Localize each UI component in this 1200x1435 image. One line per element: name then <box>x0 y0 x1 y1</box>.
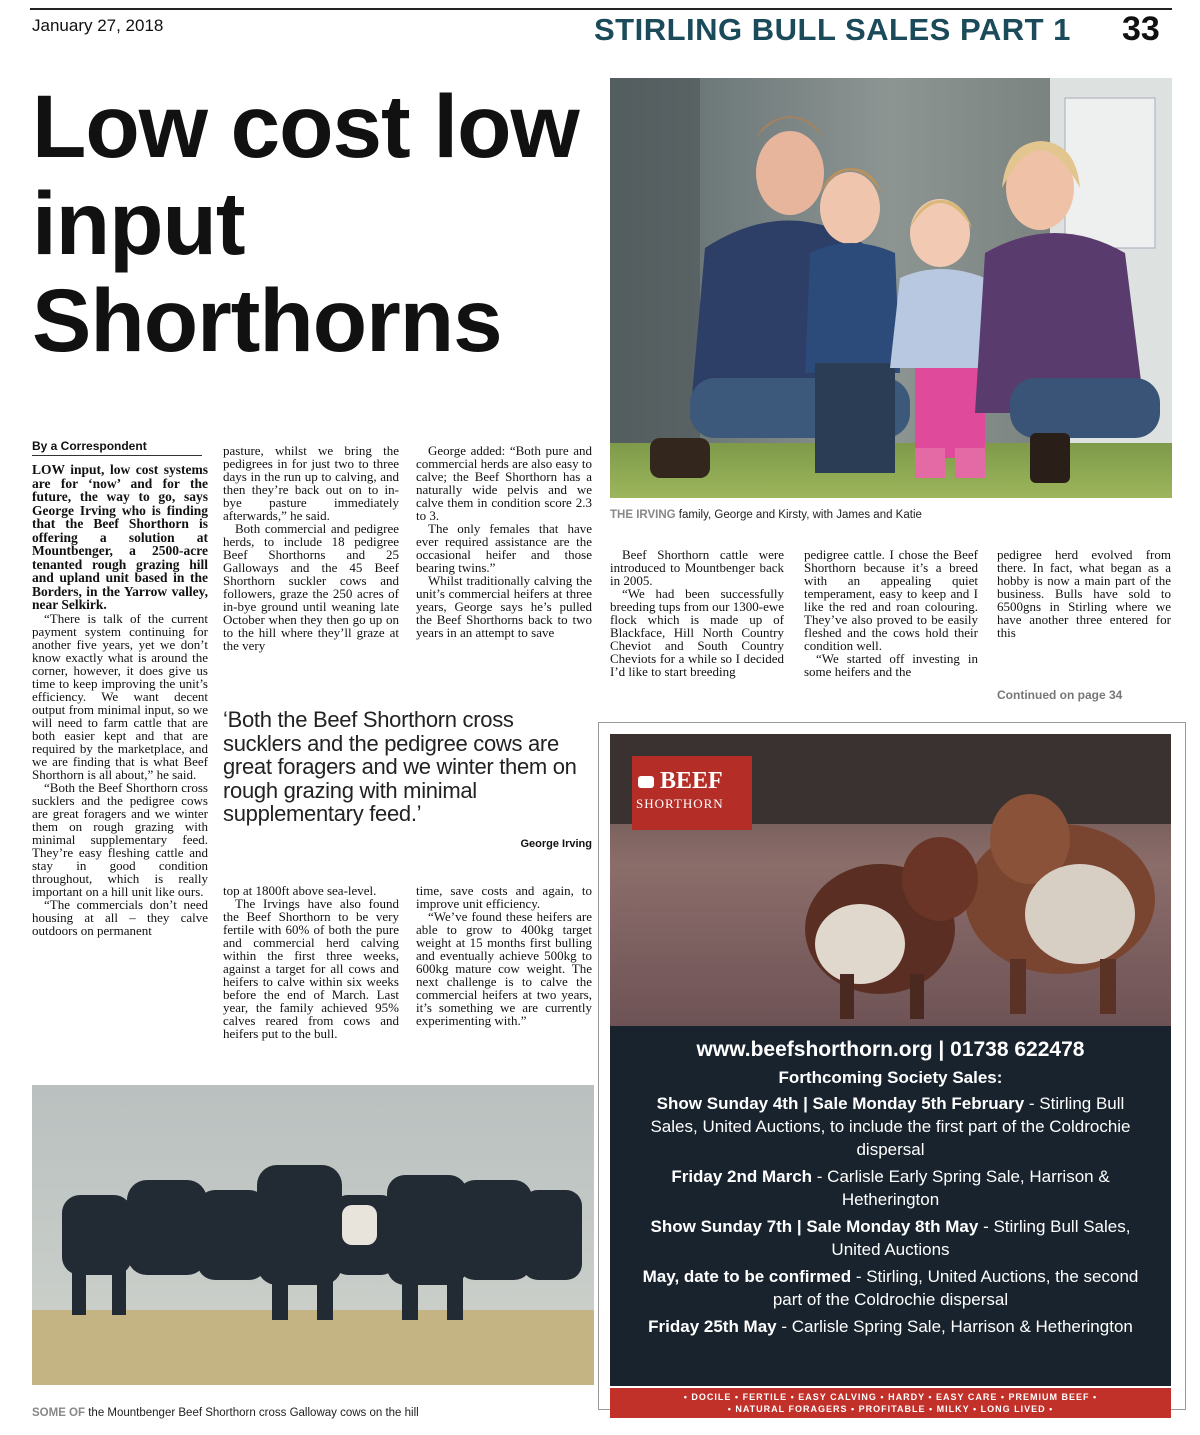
caption-text: the Mountbenger Beef Shorthorn cross Galloway cows on the hill <box>85 1407 419 1419</box>
paragraph: “We’ve found these heifers are able to grow to 400kg target weight at 15 months first bulling and eventually achieve 500kg to 600kg mature cow weight. The next challenge is to calve the commercial heifers at two years, it’s something we are currently experimenting with.” <box>416 909 592 1028</box>
sale-date: May, date to be confirmed <box>642 1267 852 1286</box>
traits-line: • DOCILE • FERTILE • EASY CALVING • HARDY • EASY CARE • PREMIUM BEEF • <box>683 1392 1098 1402</box>
sale-item <box>638 1165 1143 1211</box>
article-column-1 <box>32 463 208 937</box>
paragraph: “We had been successfully breeding tups from our 1300-ewe flock which is made up of Blackface, Hill North Country Cheviot and South Country Cheviots for a while so I decided I’d like to start breeding <box>610 586 785 679</box>
page-number: 33 <box>1122 10 1160 48</box>
header-rule <box>30 8 1172 10</box>
paragraph: Beef Shorthorn cattle were introduced to Mountbenger back in 2005. <box>610 547 784 588</box>
traits-line: • NATURAL FORAGERS • PROFITABLE • MILKY • LONG LIVED • <box>727 1404 1054 1414</box>
paragraph: “Both the Beef Shorthorn cross sucklers and the pedigree cows are great foragers and we winter them on rough grazing with minimal supplementary feed. They’re easy fleshing cattle and stay in good condition throughout, which is really important on a hill unit like ours. <box>32 779 208 899</box>
logo-text-bottom: SHORTHORN <box>636 796 724 811</box>
sale-detail: - Carlisle Early Spring Sale, Harrison & Hetherington <box>812 1167 1110 1209</box>
paragraph: George added: “Both pure and commercial herds are also easy to calve; the Beef Shorthorn has a naturally wide pelvis and we calve them in condition score 2.3 to 3. <box>416 443 592 523</box>
sale-detail: - Stirling, United Auctions, the second part of the Coldrochie dispersal <box>772 1267 1139 1309</box>
sale-detail: - Stirling Bull Sales, United Auctions, to include the first part of the Coldrochie dispersal <box>650 1094 1131 1159</box>
sale-item <box>638 1265 1143 1311</box>
paragraph: pedigree herd evolved from there. In fact, what began as a hobby is now a main part of the business. Bulls have sold to 6500gns in Stirling where we have another three entered for this <box>997 547 1171 640</box>
pull-quote: ‘Both the Beef Shorthorn cross sucklers and the pedigree cows are great foragers and we winter them on rough grazing with minimal supplementary feed.’ <box>223 707 577 826</box>
cow-icon <box>638 776 654 788</box>
article-column-3-top <box>416 444 592 639</box>
paragraph: “The commercials don’t need housing at all – they calve outdoors on permanent <box>32 896 208 938</box>
advert-sales-panel <box>610 1026 1171 1386</box>
herd-photo-caption <box>32 1407 419 1419</box>
caption-text: family, George and Kirsty, with James and Katie <box>675 509 922 521</box>
herd-photo <box>32 1085 594 1385</box>
advert-heading: Forthcoming Society Sales: <box>778 1068 1003 1087</box>
sale-date: Show Sunday 4th | Sale Monday 5th February <box>656 1094 1025 1113</box>
paragraph: The Irvings have also found the Beef Shorthorn to be very fertile with 60% of both the pure and commercial herd calving within the first three weeks, against a target for all cows and heifers to calve within six weeks before the end of March. Last year, the family achieved 95% calves reared from cows and heifers put to the bull. <box>223 896 399 1041</box>
paragraph: Both commercial and pedigree herds, to include 18 pedigree Beef Shorthorns and 25 Galloways and the 45 Beef Shorthorn suckler cows and followers, graze the 250 acres of in-bye ground until weaning late October when they then go up on to the hill where they’ll graze at the very <box>223 521 399 653</box>
sale-date: Friday 25th May <box>648 1317 777 1336</box>
lead-paragraph: LOW input, low cost systems are for ‘now’ and for the future, the way to go, says George Irving who is finding that the Beef Shorthorn is offering a solution at Mountbenger, a 2500-acre tenanted rough grazing hill and upland unit based in the Borders, in the Yarrow valley, near Selkirk. <box>32 462 208 612</box>
pull-quote-attribution: George Irving <box>520 838 592 850</box>
advert-traits-bar <box>610 1388 1171 1418</box>
sale-date: Show Sunday 7th | Sale Monday 8th May <box>650 1217 979 1236</box>
paragraph: time, save costs and again, to improve unit efficiency. <box>416 883 592 911</box>
sale-detail: - Stirling Bull Sales, United Auctions <box>831 1217 1131 1259</box>
beef-shorthorn-logo <box>632 756 752 830</box>
article-column-6 <box>997 548 1171 639</box>
logo-text-top: BEEF <box>660 768 723 794</box>
caption-lead: SOME OF <box>32 1407 86 1419</box>
sale-item <box>638 1215 1143 1261</box>
sale-item <box>638 1092 1143 1161</box>
family-photo <box>610 78 1172 498</box>
section-title: STIRLING BULL SALES PART 1 <box>594 12 1071 47</box>
paragraph: Whilst traditionally calving the unit’s commercial heifers at three years, George says he’s pulled the Beef Shorthorns back to two years in an attempt to save <box>416 573 592 640</box>
family-photo-caption <box>610 509 922 521</box>
paragraph: The only females that have ever required assistance are the occasional heifer and those bearing twins.” <box>416 521 592 575</box>
byline: By a Correspondent <box>32 439 202 456</box>
continued-link[interactable]: Continued on page 34 <box>997 688 1123 702</box>
paragraph: “We started off investing in some heifers and the <box>804 651 978 679</box>
article-column-4 <box>610 548 784 678</box>
issue-date: January 27, 2018 <box>32 16 164 35</box>
sale-item <box>638 1315 1143 1338</box>
article-column-2-top <box>223 444 399 652</box>
article-column-5 <box>804 548 978 678</box>
paragraph: pedigree cattle. I chose the Beef Shorthorn because it’s a breed with an appealing quiet temperament, easy to keep and I like the red and roan colouring. They’ve also proved to be easily fleshed and the cows hold their condition well. <box>804 547 978 653</box>
sale-date: Friday 2nd March <box>671 1167 813 1186</box>
paragraph: top at 1800ft above sea-level. <box>223 883 377 898</box>
sale-detail: - Carlisle Spring Sale, Harrison & Hetherington <box>776 1317 1133 1336</box>
paragraph: “There is talk of the current payment system continuing for another five years, yet we don’t know exactly what is around the corner, however, it does give us time to keep improving the unit’s efficiency. We want decent output from minimal input, so we will need to farm cattle that are both easier kept and that are required by the marketplace, and we are finding that is what Beef Shorthorn is all about,” he said. <box>32 610 208 782</box>
paragraph: pasture, whilst we bring the pedigrees in for just two to three days in the run up to calving, and then they’re back out on to in-bye pasture immediately afterwards,” he said. <box>223 443 399 523</box>
article-headline: Low cost low input Shorthorns <box>32 76 579 370</box>
article-column-2-bottom <box>223 884 399 1040</box>
caption-lead: THE IRVING <box>610 509 676 521</box>
advert-contact[interactable]: www.beefshorthorn.org | 01738 622478 <box>696 1038 1085 1061</box>
article-column-3-bottom <box>416 884 592 1027</box>
